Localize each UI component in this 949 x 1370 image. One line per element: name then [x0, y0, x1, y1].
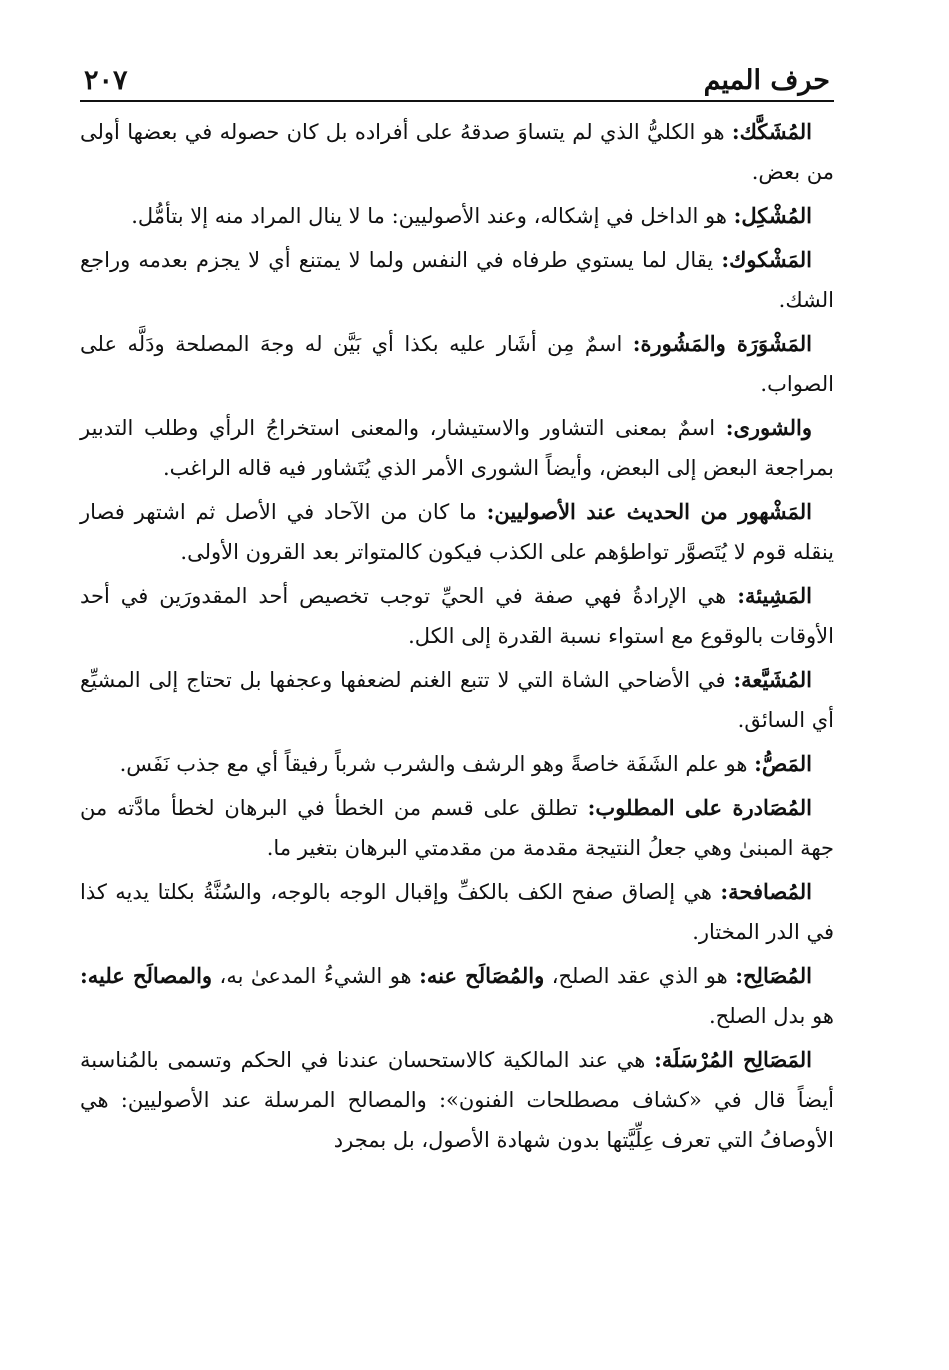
entry-term: والمُصَالَح عنه: [419, 963, 545, 988]
entry-mashhur [80, 492, 834, 572]
running-header [80, 58, 834, 102]
entry-mashwara [80, 324, 834, 404]
entry-term: المَشْوَرَة والمَشُورة: [632, 331, 812, 356]
entry-term: المَصَالِح المُرْسَلَة: [654, 1047, 812, 1072]
entry-term: المَشْكوك: [721, 247, 812, 272]
entry-definition: يقال لما يستوي طرفاه في النفس ولما لا يمتنع أي لا يجزم بعدمه وراجع الشك. [80, 248, 834, 312]
entry-definition: هو بدل الصلح. [708, 1004, 834, 1028]
entry-mushayyaa [80, 660, 834, 740]
entry-musalih [80, 956, 834, 1036]
entry-term: والمصالَح عليه: [80, 963, 213, 988]
entry-musafaha [80, 872, 834, 952]
entry-definition: في الأضاحي الشاة التي لا تتبع الغنم لضعفها وعجفها بل تحتاج إلى المشيِّع أي السائق. [80, 668, 834, 732]
entry-term: المُصَادرة على المطلوب: [587, 795, 812, 820]
entry-mashia [80, 576, 834, 656]
entry-mushkil [80, 196, 834, 236]
entry-term: المُشَيَّعة: [733, 667, 812, 692]
entry-masalih-mursala [80, 1040, 834, 1160]
entry-mashkuk [80, 240, 834, 320]
entry-definition: هو الشيءُ المدعىٰ به، [219, 964, 412, 988]
entry-definition: هو الكليُّ الذي لم يتساوَ صدقهُ على أفراده بل كان حصوله في بعضها أولى من بعض. [80, 120, 834, 184]
entry-musadara [80, 788, 834, 868]
entry-mushakkak [80, 112, 834, 192]
entry-term: المُشْكِل: [733, 203, 812, 228]
entry-term: المُشَكَّك: [731, 119, 812, 144]
page-number: ٢٠٧ [84, 65, 128, 96]
entry-definition: هو الذي عقد الصلح، [551, 964, 728, 988]
entry-definition: اسمٌ مِن أشَار عليه بكذا أي بَيَّن له وجهَ المصلحة ودَلَّه على الصواب. [80, 332, 834, 396]
dictionary-entries [80, 112, 834, 1160]
entry-definition: تطلق على قسم من الخطأ في البرهان لخطأ مادَّته من جهة المبنىٰ وهي جعلُ النتيجة مقدمة من مقدمتي البرهان بتغير ما. [80, 796, 834, 860]
entry-definition: ما كان من الآحاد في الأصل ثم اشتهر فصار ينقله قوم لا يُتَصوَّر تواطؤهم على الكذب فيكون كالمتواتر بعد القرون الأولى. [80, 500, 834, 564]
entry-definition: هي إلصاق صفح الكف بالكفِّ وإقبال الوجه بالوجه، والسُنَّةُ بكلتا يديه كذا في الدر المختار. [80, 880, 834, 944]
entry-term: المُصَالِح: [735, 963, 812, 988]
entry-definition: هو الداخل في إشكاله، وعند الأصوليين: ما لا ينال المراد منه إلا بتأمُّل. [131, 204, 727, 228]
section-title: حرف الميم [703, 65, 830, 96]
entry-term: المَشْهور من الحديث عند الأصوليين: [486, 499, 812, 524]
entry-definition: هي عند المالكية كالاستحسان عندنا في الحكم وتسمى بالمُناسبة أيضاً قال في «كشاف مصطلحات الفنون»: والمصالح المرسلة عند الأصوليين: هي الأوصافُ التي تعرف عِلِّيَّتها بدون شهادة الأصول، بل بمجرد [80, 1048, 834, 1152]
entry-definition: هي الإرادةُ فهي صفة في الحيِّ توجب تخصيص أحد المقدورَين في أحد الأوقات بالوقوع مع استواء نسبة القدرة إلى الكل. [80, 584, 834, 648]
entry-definition: هو علم الشَفَة خاصةً وهو الرشف والشرب شرباً رفيقاً أي مع جذب نَفَس. [119, 752, 748, 776]
entry-mass [80, 744, 834, 784]
entry-term: المَصُّ: [754, 751, 812, 776]
entry-term: المَشِيئة: [737, 583, 812, 608]
entry-definition: اسمٌ بمعنى التشاور والاستيشار، والمعنى استخراجُ الرأي وطلب التدبير بمراجعة البعض إلى البعض، وأيضاً الشورى الأمر الذي يُتَشاور فيه قاله الراغب. [80, 416, 834, 480]
entry-term: والشورى: [725, 415, 812, 440]
entry-term: المُصافحة: [720, 879, 812, 904]
entry-shura [80, 408, 834, 488]
